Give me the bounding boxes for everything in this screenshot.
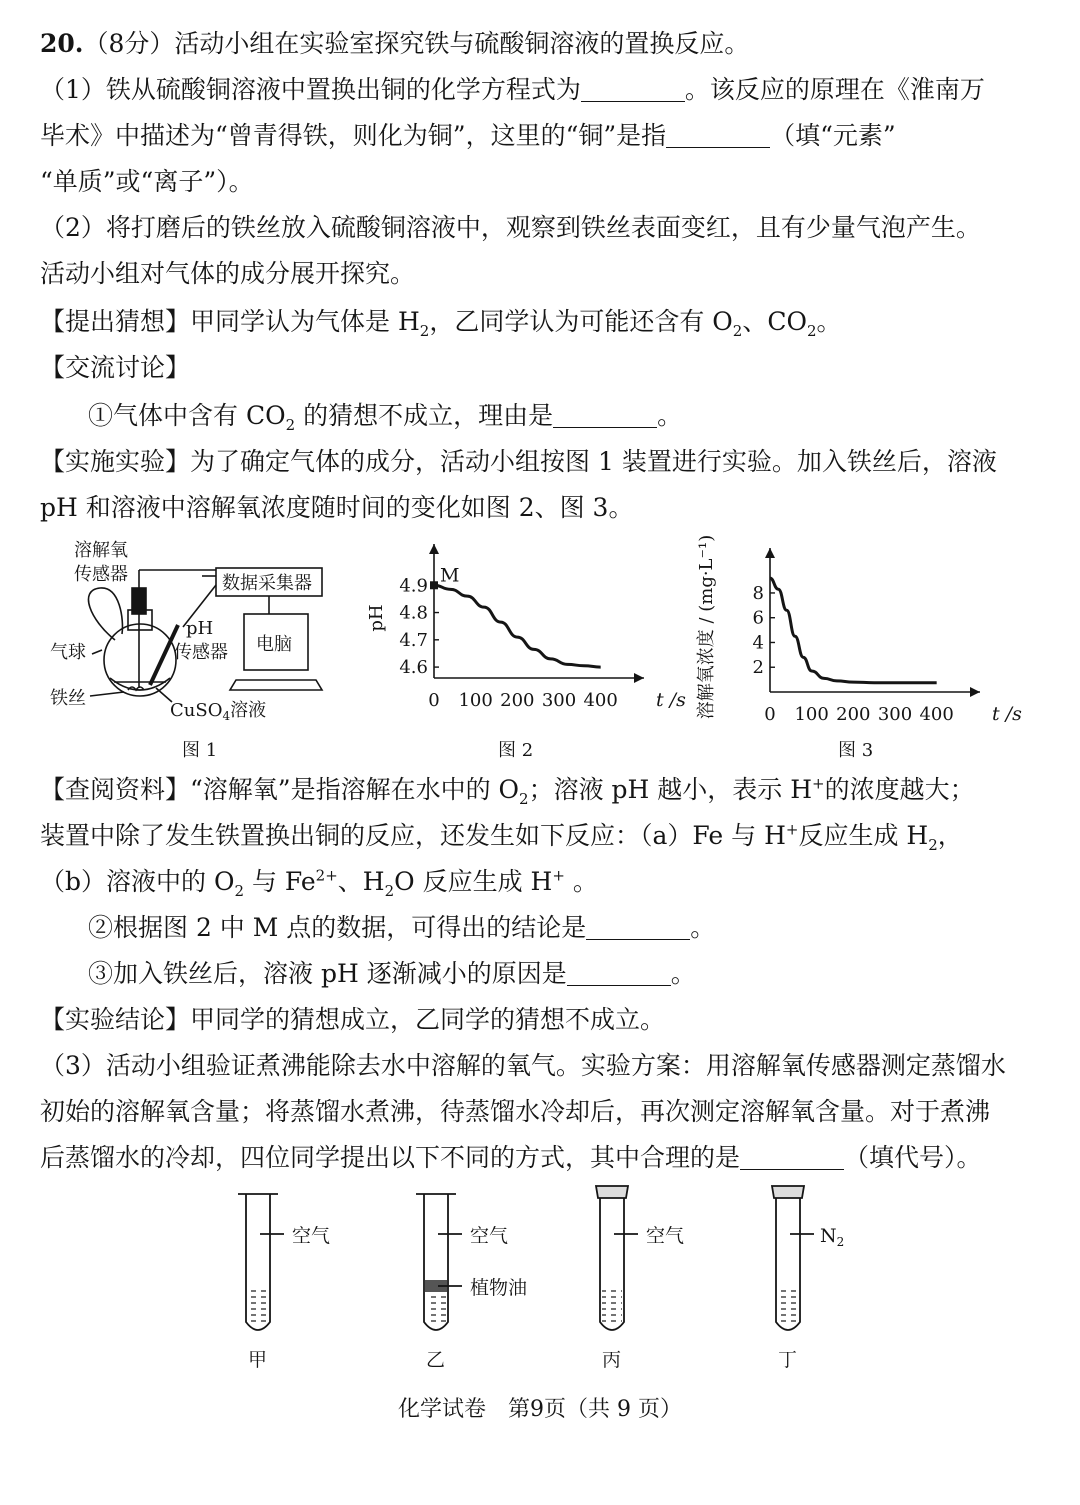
tube-ding: [772, 1186, 814, 1330]
y-axis-arrow: [429, 544, 439, 554]
tube-jia: [238, 1194, 284, 1330]
subquestion-1: [88, 400, 682, 432]
subq-text: 的猜想不成立，理由是: [295, 401, 554, 430]
series-line: [770, 578, 937, 683]
y-tick-label: 4: [752, 632, 764, 654]
y-tick-label: 4.9: [399, 575, 428, 597]
point-m-label: M: [440, 564, 460, 587]
tube-bing-label: 丙: [602, 1349, 622, 1371]
y-axis-arrow: [765, 548, 775, 558]
label-do-sensor-2: 传感器: [74, 564, 128, 585]
superscript: 2+: [315, 866, 338, 885]
figure1-caption: 图 1: [182, 740, 218, 761]
x-tick-label: 200: [500, 690, 535, 711]
reference-text: 。: [564, 867, 598, 896]
part1-line2: [40, 120, 896, 152]
part3-text: 初始的溶解氧含量；将蒸馏水煮沸，待蒸馏水冷却后，再次测定溶解氧含量。对于煮沸: [40, 1097, 991, 1126]
subq-text: ②根据图 2 中 M 点的数据，可得出的结论是: [88, 913, 587, 942]
reference-text: ，: [937, 821, 963, 850]
subq-text: 。: [690, 913, 716, 942]
reference-text: 装置中除了发生铁置换出铜的反应，还发生如下反应：（a）Fe 与 H: [40, 821, 786, 850]
experiment-line2: [40, 492, 633, 524]
part1-text: “单质”或“离子”）。: [40, 167, 254, 196]
subq-text: 。: [670, 959, 696, 988]
x-axis-arrow: [634, 673, 644, 683]
y-axis-label: 溶解氧浓度 / (mg·L⁻¹): [696, 534, 717, 720]
tube-yi-label: 乙: [426, 1349, 446, 1371]
answer-blank-equation[interactable]: [581, 75, 685, 102]
experiment-text: pH 和溶液中溶解氧浓度随时间的变化如图 2、图 3。: [40, 493, 634, 522]
x-tick-label: 300: [877, 704, 913, 725]
label-data-collector: 数据采集器: [222, 573, 312, 594]
reference-line3: [40, 866, 598, 898]
part3-line1: [40, 1050, 1006, 1082]
x-axis-arrow: [970, 687, 980, 697]
subscript: 2: [285, 416, 296, 434]
label-computer: 电脑: [256, 634, 292, 655]
part2-text: 活动小组对气体的成分展开探究。: [40, 259, 416, 288]
guess-text: 甲同学认为气体是 H: [190, 307, 420, 336]
round-flask: [104, 624, 176, 696]
tube-ding-label: 丁: [778, 1349, 798, 1371]
x-axis-label: t /s: [992, 703, 1022, 725]
part2-text: （2）将打磨后的铁丝放入硫酸铜溶液中，观察到铁丝表面变红，且有少量气泡产生。: [40, 213, 981, 242]
part3-text: （3）活动小组验证煮沸能除去水中溶解的氧气。实验方案：用溶解氧传感器测定蒸馏水: [40, 1051, 1006, 1080]
y-tick-label: 2: [752, 657, 764, 679]
y-tick-label: 4.7: [399, 629, 428, 651]
label-iron-wire: 铁丝: [50, 688, 86, 709]
subscript: 2: [419, 322, 430, 340]
part3-line3: [40, 1142, 982, 1174]
stopper: [772, 1186, 804, 1198]
part2-line2: [40, 258, 415, 290]
computer-base: [230, 680, 322, 690]
answer-blank-copper[interactable]: [666, 121, 770, 148]
x-tick-label: 300: [541, 690, 577, 711]
guess-text: 。: [816, 307, 842, 336]
guess-text: ，乙同学认为可能还含有 O: [429, 307, 733, 336]
solution-surface: [110, 678, 170, 690]
reference-text: 、H: [337, 867, 385, 896]
stopper: [596, 1186, 628, 1198]
question-number: 20.: [40, 29, 84, 58]
subscript: 2: [806, 322, 817, 340]
subquestion-3: [88, 958, 696, 990]
tube-bing-gas: 空气: [646, 1225, 685, 1247]
subscript: 2: [928, 836, 938, 854]
subscript: 2: [519, 790, 529, 808]
tube-yi: [416, 1194, 462, 1330]
figure3-caption: 图 3: [838, 740, 874, 761]
part1-text: （填“元素”: [770, 121, 896, 150]
reference-text: O 反应生成 H: [394, 867, 553, 896]
answer-blank-choice[interactable]: [740, 1143, 844, 1170]
tube-labels: [248, 1225, 844, 1371]
part1-text: 毕术》中描述为“曾青得铁，则化为铜”，这里的“铜”是指: [40, 121, 667, 150]
x-axis-label: t /s: [656, 689, 686, 711]
page-footer: 化学试卷 第9页（共 9 页）: [398, 1397, 682, 1422]
reference-text: ；溶液 pH 越小，表示 H: [528, 775, 813, 804]
x-tick-label: 100: [458, 690, 493, 711]
x-tick-label: 100: [794, 704, 829, 725]
section-heading: 【查阅资料】: [40, 775, 191, 804]
question-stem: （8分）活动小组在实验室探究铁与硫酸铜溶液的置换反应。: [83, 29, 750, 58]
tube-bing: [596, 1186, 638, 1330]
label-ph-sensor-2: 传感器: [174, 642, 228, 663]
test-tubes-figure: [0, 1180, 1080, 1380]
conclusion-text: 甲同学的猜想成立，乙同学的猜想不成立。: [190, 1005, 666, 1034]
guess-text: 、CO: [742, 307, 807, 336]
section-heading: 【提出猜想】: [40, 307, 191, 336]
y-tick-label: 6: [752, 607, 764, 629]
y-tick-label: 4.8: [399, 602, 428, 624]
tube-ding-gas: $N_2$: [820, 1225, 845, 1249]
subq-text: 。: [657, 401, 683, 430]
answer-blank-reason[interactable]: [553, 401, 657, 428]
section-heading: 【实验结论】: [40, 1005, 191, 1034]
y-axis-label: pH: [366, 604, 387, 632]
do-sensor-body: [132, 588, 146, 614]
experiment-line1: [40, 446, 997, 478]
part3-line2: [40, 1096, 990, 1128]
point-m-marker: [430, 581, 438, 589]
superscript: +: [812, 774, 825, 793]
y-tick-label: 8: [752, 582, 764, 604]
x-tick-label: 200: [836, 704, 871, 725]
reference-line2: [40, 820, 963, 852]
reference-text: “溶解氧”是指溶解在水中的 O: [190, 775, 520, 804]
superscript: +: [552, 866, 565, 885]
part1-line1: [40, 74, 985, 106]
answer-blank-conclusion[interactable]: [586, 913, 690, 940]
figure2-caption: 图 2: [498, 740, 534, 761]
label-balloon: 气球: [50, 642, 86, 663]
figures-row: [0, 530, 1080, 770]
label-cuso4-solution: CuSO$_4$溶液: [170, 700, 267, 723]
subq-text: ①气体中含有 CO: [88, 401, 286, 430]
x-tick-label: 400: [583, 690, 618, 711]
section-heading: 【交流讨论】: [40, 353, 191, 382]
reference-text: （b）溶液中的 O: [40, 867, 235, 896]
subq-text: ③加入铁丝后，溶液 pH 逐渐减小的原因是: [88, 959, 567, 988]
label-ph-sensor-1: pH: [186, 618, 214, 639]
reference-text: 反应生成 H: [798, 821, 929, 850]
answer-blank-ph-reason[interactable]: [567, 959, 671, 986]
subscript: 2: [384, 882, 395, 900]
section-heading: 【实施实验】: [40, 447, 191, 476]
figure1-labels: [50, 540, 312, 761]
tube-jia-gas: 空气: [292, 1225, 331, 1247]
conclusion-line: [40, 1004, 665, 1036]
x-tick-label: 0: [764, 704, 776, 725]
part3-text: （填代号）。: [844, 1143, 982, 1172]
y-tick-label: 4.6: [399, 657, 428, 679]
part3-text: 后蒸馏水的冷却，四位同学提出以下不同的方式，其中合理的是: [40, 1143, 741, 1172]
x-tick-label: 0: [428, 690, 440, 711]
label-do-sensor-1: 溶解氧: [74, 540, 128, 561]
reference-text: 的浓度越大；: [824, 775, 975, 804]
x-tick-label: 400: [919, 704, 954, 725]
tube-yi-oil: 植物油: [470, 1277, 528, 1299]
question-header: [40, 28, 749, 60]
reference-text: 与 Fe: [244, 867, 316, 896]
experiment-text: 为了确定气体的成分，活动小组按图 1 装置进行实验。加入铁丝后，溶液: [190, 447, 997, 476]
subquestion-2: [88, 912, 715, 944]
discuss-heading: [40, 352, 190, 384]
reference-line1: [40, 774, 975, 806]
tube-yi-gas: 空气: [470, 1225, 509, 1247]
tube-jia-label: 甲: [248, 1349, 268, 1371]
series-line: [434, 585, 601, 667]
guess-line: [40, 306, 842, 338]
part2-line1: [40, 212, 981, 244]
part1-text: （1）铁从硫酸铜溶液中置换出铜的化学方程式为: [40, 75, 581, 104]
subscript: 2: [234, 882, 244, 900]
part1-line3: [40, 166, 254, 198]
part1-text: 。该反应的原理在《淮南万: [684, 75, 985, 104]
subscript: 2: [732, 322, 743, 340]
figure2-ph-chart: [366, 544, 686, 711]
superscript: +: [785, 820, 799, 839]
figure3-do-chart: [696, 535, 1022, 725]
